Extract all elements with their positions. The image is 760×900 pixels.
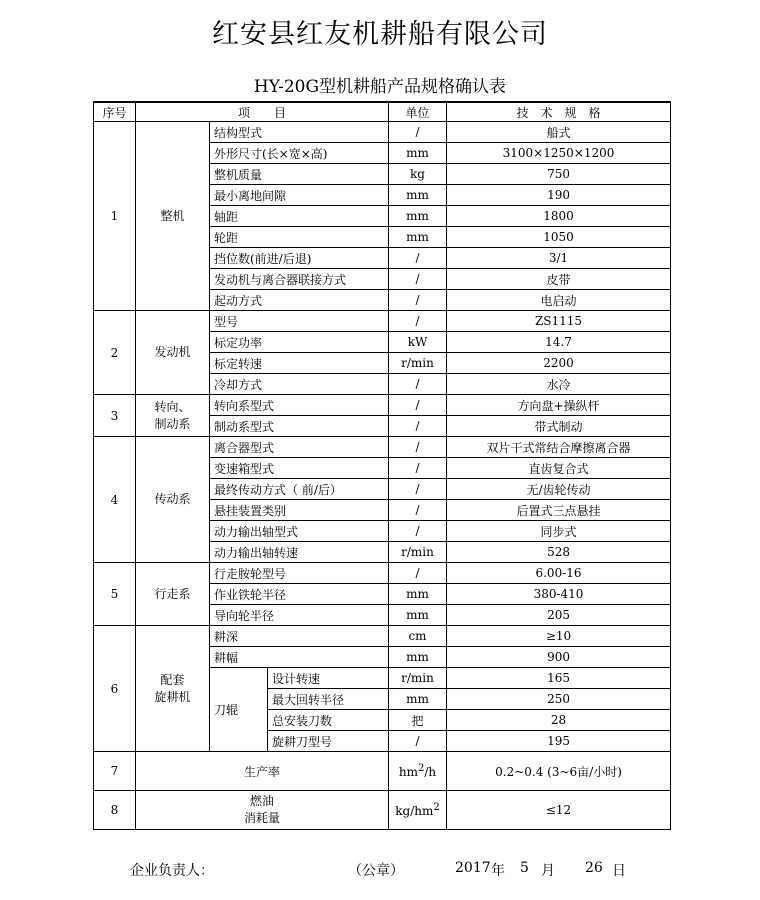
group-seq: 7 <box>94 752 136 791</box>
spec-table <box>93 101 671 830</box>
item-value: 900 <box>447 647 671 668</box>
item-value: 船式 <box>447 122 671 143</box>
item-unit: / <box>389 521 447 542</box>
item-value: 双片干式常结合摩擦离合器 <box>447 437 671 458</box>
item-unit: / <box>389 416 447 437</box>
group-name: 整机 <box>136 122 210 311</box>
item-unit: mm <box>389 206 447 227</box>
item-name: 最小离地间隙 <box>210 185 389 206</box>
item-name: 最终传动方式（ 前/后） <box>210 479 389 500</box>
table-row <box>94 122 671 143</box>
item-unit: / <box>389 290 447 311</box>
item-name: 最大回转半径 <box>268 689 389 710</box>
item-unit: kW <box>389 332 447 353</box>
item-unit: mm <box>389 227 447 248</box>
item-unit: / <box>389 500 447 521</box>
item-name: 悬挂装置类别 <box>210 500 389 521</box>
item-value: 250 <box>447 689 671 710</box>
item-value: 1050 <box>447 227 671 248</box>
document-title: HY-20G型机耕船产品规格确认表 <box>253 77 507 97</box>
item-name: 发动机与离合器联接方式 <box>210 269 389 290</box>
item-unit: r/min <box>389 668 447 689</box>
item-value: 无/齿轮传动 <box>447 479 671 500</box>
item-name: 耕幅 <box>210 647 389 668</box>
item-unit: / <box>389 311 447 332</box>
item-unit: mm <box>389 185 447 206</box>
unit-superscript: 2 <box>417 763 425 774</box>
date-month-unit: 月 <box>541 863 555 879</box>
item-name: 设计转速 <box>268 668 389 689</box>
item-unit: / <box>389 731 447 752</box>
item-name: 变速箱型式 <box>210 458 389 479</box>
group-seq: 6 <box>94 626 136 752</box>
item-unit: / <box>389 458 447 479</box>
group-name <box>136 791 389 830</box>
item-unit: / <box>389 122 447 143</box>
header-seq: 序号 <box>94 102 136 122</box>
item-unit: 把 <box>389 710 447 731</box>
item-value: 528 <box>447 542 671 563</box>
table-row <box>94 395 671 416</box>
item-value: 带式制动 <box>447 416 671 437</box>
item-value: 165 <box>447 668 671 689</box>
group-name-line: 消耗量 <box>244 811 281 825</box>
date-month: 5 <box>520 860 529 876</box>
item-name: 冷却方式 <box>210 374 389 395</box>
item-unit: mm <box>389 143 447 164</box>
header-unit: 单位 <box>389 102 447 122</box>
item-name: 制动系型式 <box>210 416 389 437</box>
item-value: 0.2~0.4 (3~6亩/小时) <box>447 752 671 791</box>
group-seq: 5 <box>94 563 136 626</box>
table-row <box>94 791 671 830</box>
group-name <box>136 395 210 437</box>
item-unit: / <box>389 563 447 584</box>
unit-superscript: 2 <box>433 802 440 813</box>
item-name: 挡位数(前进/后退) <box>210 248 389 269</box>
item-value: 同步式 <box>447 521 671 542</box>
item-name: 起动方式 <box>210 290 389 311</box>
header-spec: 技 术 规 格 <box>447 102 671 122</box>
item-unit: / <box>389 479 447 500</box>
item-name: 作业铁轮半径 <box>210 584 389 605</box>
table-row <box>94 626 671 647</box>
item-unit: / <box>389 437 447 458</box>
item-name: 离合器型式 <box>210 437 389 458</box>
table-row <box>94 437 671 458</box>
group-seq: 2 <box>94 311 136 395</box>
item-name: 行走胺轮型号 <box>210 563 389 584</box>
item-value: 电启动 <box>447 290 671 311</box>
group-name-line: 配套 <box>160 672 185 687</box>
date-day-unit: 日 <box>612 863 626 879</box>
item-name: 外形尺寸(长×宽×高) <box>210 143 389 164</box>
item-value: 190 <box>447 185 671 206</box>
item-value: 1800 <box>447 206 671 227</box>
item-unit: r/min <box>389 353 447 374</box>
group-name-line: 旋耕机 <box>154 689 191 704</box>
group-name: 行走系 <box>136 563 210 626</box>
item-name: 轮距 <box>210 227 389 248</box>
item-value: 2200 <box>447 353 671 374</box>
date-day: 26 <box>585 860 603 876</box>
item-name: 导向轮半径 <box>210 605 389 626</box>
unit-base: hm <box>398 765 418 779</box>
item-unit: mm <box>389 647 447 668</box>
table-row <box>94 563 671 584</box>
date-year-unit: 年 <box>491 863 505 879</box>
sub-group-name: 刀辊 <box>210 668 268 752</box>
item-name: 标定转速 <box>210 353 389 374</box>
group-name: 传动系 <box>136 437 210 563</box>
item-name: 动力输出轴型式 <box>210 521 389 542</box>
item-name: 旋耕刀型号 <box>268 731 389 752</box>
group-name-line: 制动系 <box>154 416 191 431</box>
header-item: 项 目 <box>136 102 389 122</box>
group-name: 发动机 <box>136 311 210 395</box>
table-row <box>94 752 671 791</box>
item-value: ZS1115 <box>447 311 671 332</box>
item-name: 整机质量 <box>210 164 389 185</box>
item-value: 750 <box>447 164 671 185</box>
item-name: 转向系型式 <box>210 395 389 416</box>
group-name: 生产率 <box>136 752 389 791</box>
item-value: 后置式三点悬挂 <box>447 500 671 521</box>
item-value: 205 <box>447 605 671 626</box>
item-value: ≥10 <box>447 626 671 647</box>
item-unit: mm <box>389 584 447 605</box>
item-value: 3100×1250×1200 <box>447 143 671 164</box>
group-name-line: 燃油 <box>250 794 275 808</box>
group-seq: 1 <box>94 122 136 311</box>
item-name: 动力输出轴转速 <box>210 542 389 563</box>
responsible-label: 企业负责人： <box>130 863 214 879</box>
table-header-row <box>94 102 671 122</box>
item-unit <box>389 791 447 830</box>
item-unit: r/min <box>389 542 447 563</box>
item-unit: cm <box>389 626 447 647</box>
group-name <box>136 626 210 752</box>
item-unit: kg <box>389 164 447 185</box>
unit-base: kg/hm <box>395 804 434 818</box>
item-unit: / <box>389 248 447 269</box>
item-value: 6.00-16 <box>447 563 671 584</box>
item-name: 耕深 <box>210 626 389 647</box>
item-unit: mm <box>389 605 447 626</box>
group-seq: 4 <box>94 437 136 563</box>
item-unit <box>389 752 447 791</box>
item-unit: mm <box>389 689 447 710</box>
item-value: 直齿复合式 <box>447 458 671 479</box>
item-name: 轴距 <box>210 206 389 227</box>
item-value: 水冷 <box>447 374 671 395</box>
item-value: ≤12 <box>447 791 671 830</box>
item-name: 标定功率 <box>210 332 389 353</box>
item-value: 380-410 <box>447 584 671 605</box>
item-value: 方向盘+操纵杆 <box>447 395 671 416</box>
seal-label: （公章） <box>348 863 404 879</box>
group-name-line: 转向、 <box>154 399 191 414</box>
unit-tail: /h <box>424 765 437 779</box>
item-name: 结构型式 <box>210 122 389 143</box>
table-row <box>94 311 671 332</box>
item-unit: / <box>389 395 447 416</box>
date-year: 2017 <box>455 860 491 876</box>
company-name: 红安县红友机耕船有限公司 <box>212 19 548 50</box>
item-value: 195 <box>447 731 671 752</box>
item-value: 28 <box>447 710 671 731</box>
group-seq: 3 <box>94 395 136 437</box>
item-value: 3/1 <box>447 248 671 269</box>
item-unit: / <box>389 269 447 290</box>
item-value: 皮带 <box>447 269 671 290</box>
item-value: 14.7 <box>447 332 671 353</box>
group-seq: 8 <box>94 791 136 830</box>
item-unit: / <box>389 374 447 395</box>
item-name: 型号 <box>210 311 389 332</box>
item-name: 总安装刀数 <box>268 710 389 731</box>
